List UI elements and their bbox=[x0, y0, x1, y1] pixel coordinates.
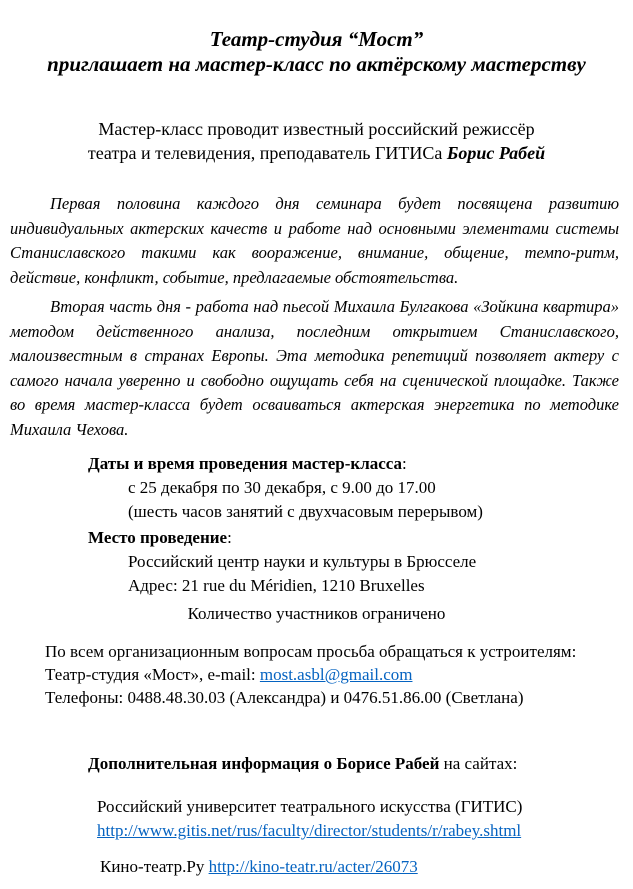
venue-heading-colon: : bbox=[227, 528, 232, 547]
venue-heading-text: Место проведение bbox=[88, 528, 228, 547]
capacity-note: Количество участников ограничено bbox=[187, 604, 446, 623]
gitis-site-name: Российский университет театрального искусства (ГИТИС) bbox=[97, 797, 523, 816]
more-info-heading-rest: на сайтах: bbox=[439, 754, 518, 773]
venue-heading bbox=[88, 526, 633, 550]
page-subtitle bbox=[0, 117, 633, 165]
kino-row bbox=[100, 855, 633, 879]
contacts-section bbox=[45, 640, 633, 709]
contacts-studio-line bbox=[45, 663, 633, 686]
email-link[interactable]: most.asbl@gmail.com bbox=[259, 665, 413, 684]
venue-address: Адрес: 21 rue du Méridien, 1210 Bruxelles bbox=[128, 576, 425, 595]
description-paragraphs bbox=[0, 190, 633, 452]
schedule-dates: с 25 декабря по 30 декабря, с 9.00 до 17.00 bbox=[128, 478, 436, 497]
more-info-heading bbox=[88, 752, 633, 776]
page-title bbox=[0, 27, 633, 77]
contacts-phones: Телефоны: 0488.48.30.03 (Александра) и 0476.51.86.00 (Светлана) bbox=[45, 688, 524, 707]
venue-section bbox=[0, 526, 633, 598]
venue-name: Российский центр науки и культуры в Брюсселе bbox=[128, 552, 477, 571]
schedule-heading-colon: : bbox=[402, 454, 407, 473]
more-info-section bbox=[0, 752, 633, 879]
document-header bbox=[0, 0, 633, 190]
paragraph-first-half-day: Первая половина каждого дня семинара будет посвящена развитию индивидуальных актерских качеств и работе над основными элементами системы Станиславского такими как вооражение, внимание, общение, темпо-ритм, действие, конфликт, событие, предлагаемые обстоятельства. bbox=[10, 194, 619, 287]
schedule-duration: (шесть часов занятий с двухчасовым перерывом) bbox=[128, 502, 483, 521]
title-line-1: Театр-студия “Мост” bbox=[209, 27, 424, 51]
schedule-heading-text: Даты и время проведения мастер-класса bbox=[88, 454, 403, 473]
schedule-section bbox=[0, 452, 633, 524]
gitis-link-row bbox=[97, 819, 633, 843]
subtitle-line-1: Мастер-класс проводит известный российский режиссёр bbox=[98, 119, 535, 139]
lecturer-name: Борис Рабей bbox=[446, 143, 546, 163]
subtitle-line-2 bbox=[0, 141, 633, 165]
gitis-link[interactable]: http://www.gitis.net/rus/faculty/director/students/r/rabey.shtml bbox=[97, 821, 522, 840]
more-info-heading-bold: Дополнительная информация о Борисе Рабей bbox=[88, 754, 440, 773]
subtitle-line-2-text: театра и телевидения, преподаватель ГИТИСа bbox=[87, 143, 447, 163]
schedule-heading bbox=[88, 452, 633, 476]
contacts-intro: По всем организационным вопросам просьба обращаться к устроителям: bbox=[45, 642, 577, 661]
contacts-studio-text: Театр-студия «Мост», e-mail: bbox=[45, 665, 260, 684]
title-line-2: приглашает на мастер-класс по актёрскому мастерству bbox=[47, 52, 586, 76]
kino-site-name: Кино-театр.Ру bbox=[100, 857, 209, 876]
kino-link[interactable]: http://kino-teatr.ru/acter/26073 bbox=[208, 857, 418, 876]
paragraph-second-half-day: Вторая часть дня - работа над пьесой Михаила Булгакова «Зойкина квартира» методом действенного анализа, последним открытием Станиславского, малоизвестным в странах Европы. Эта методика репетиций позволяет актеру с самого начала уверенно и свободно ощущать себя на сценической площадке. Также во время мастер-класса будет осваиваться актерская энергетика по методике Михаила Чехова. bbox=[10, 297, 619, 439]
